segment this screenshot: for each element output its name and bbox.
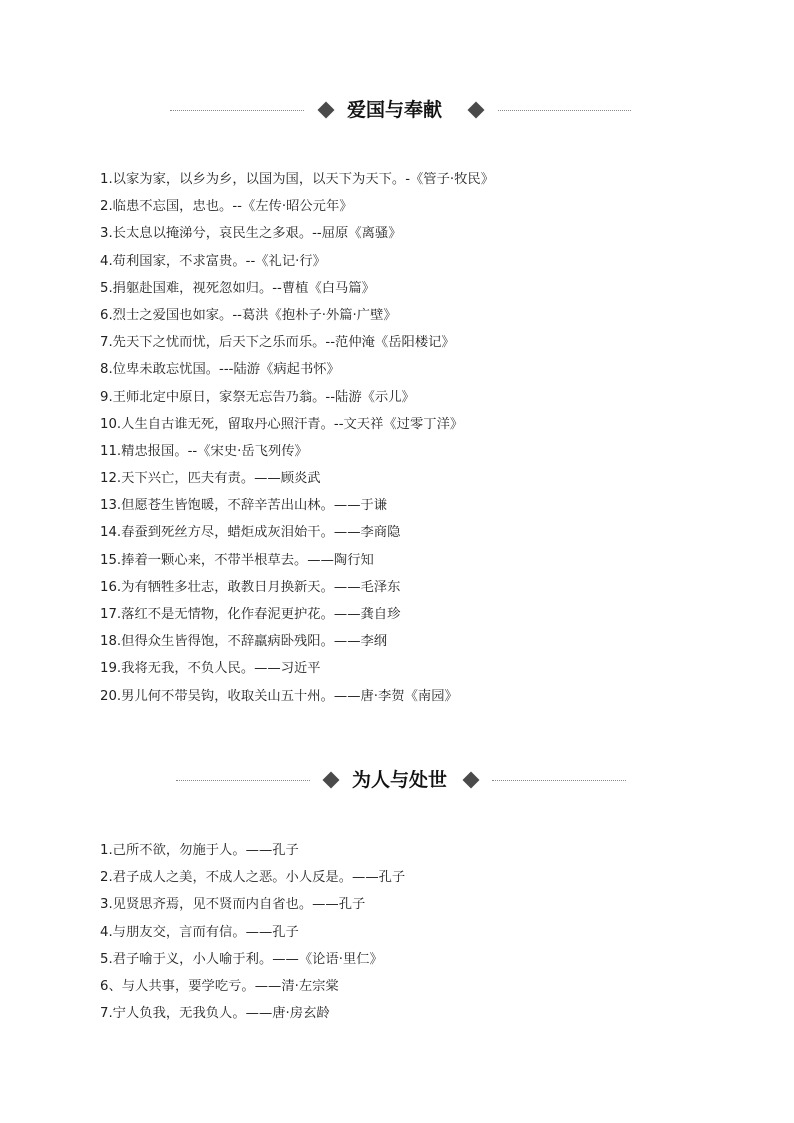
- list-item: 10.人生自古谁无死，留取丹心照汗青。--文天祥《过零丁洋》: [100, 416, 464, 432]
- section-title: 爱国与奉献: [347, 99, 443, 121]
- list-item: 2.临患不忘国，忠也。--《左传·昭公元年》: [100, 199, 353, 215]
- list-item: 7.宁人负我，无我负人。——唐·房玄龄: [100, 1006, 330, 1022]
- header-divider-right: [492, 780, 626, 781]
- list-item: 1.己所不欲，勿施于人。——孔子: [100, 843, 299, 858]
- list-item: 3.见贤思齐焉，见不贤而内自省也。——孔子: [100, 897, 366, 913]
- list-item: 6.烈士之爱国也如家。--葛洪《抱朴子·外篇·广壁》: [100, 307, 397, 323]
- list-item: 14.春蚕到死丝方尽，蜡炬成灰泪始干。——李商隐: [100, 525, 401, 541]
- header-divider-left: [170, 110, 304, 111]
- list-item: 2.君子成人之美，不成人之恶。小人反是。——孔子: [100, 870, 406, 886]
- list-item: 8.位卑未敢忘忧国。---陆游《病起书怀》: [100, 362, 340, 378]
- list-item: 6、与人共事，要学吃亏。——清·左宗棠: [100, 978, 339, 994]
- list-item: 13.但愿苍生皆饱暖，不辞辛苦出山林。——于谦: [100, 498, 388, 514]
- list-item: 7.先天下之忧而忧，后天下之乐而乐。--范仲淹《岳阳楼记》: [100, 335, 455, 351]
- header-divider-right: [498, 110, 631, 111]
- list-item: 4.苟利国家，不求富贵。--《礼记·行》: [100, 253, 326, 269]
- section-header-conduct: [0, 765, 794, 797]
- list-item: 5.捐躯赴国难，视死忽如归。--曹植《白马篇》: [100, 280, 375, 296]
- diamond-icon: [468, 102, 485, 119]
- list-item: 20.男儿何不带吴钩，收取关山五十州。——唐·李贺《南园》: [100, 688, 458, 704]
- diamond-icon: [323, 772, 340, 789]
- list-item: 3.长太息以掩涕兮，哀民生之多艰。--屈原《离骚》: [100, 226, 402, 242]
- list-item: 1.以家为家，以乡为乡，以国为国，以天下为天下。-《管子·牧民》: [100, 172, 495, 187]
- diamond-icon: [318, 102, 335, 119]
- list-item: 17.落红不是无情物，化作春泥更护花。——龚自珍: [100, 607, 401, 622]
- list-item: 16.为有牺牲多壮志，敢教日月换新天。——毛泽东: [100, 579, 401, 595]
- header-divider-left: [176, 780, 310, 781]
- section-title: 为人与处世: [352, 769, 448, 791]
- list-item: 18.但得众生皆得饱，不辞羸病卧残阳。——李纲: [100, 634, 388, 650]
- quote-list-conduct: [100, 837, 740, 1027]
- list-item: 4.与朋友交，言而有信。——孔子: [100, 924, 299, 940]
- list-item: 5.君子喻于义，小人喻于利。——《论语·里仁》: [100, 951, 383, 967]
- diamond-icon: [463, 772, 480, 789]
- list-item: 9.王师北定中原日，家祭无忘告乃翁。--陆游《示儿》: [100, 389, 415, 405]
- quote-list-patriotism: [100, 166, 740, 710]
- list-item: 19.我将无我，不负人民。——习近平: [100, 661, 321, 677]
- list-item: 12.天下兴亡，匹夫有责。——顾炎武: [100, 471, 321, 487]
- list-item: 15.捧着一颗心来，不带半根草去。——陶行知: [100, 552, 374, 568]
- list-item: 11.精忠报国。--《宋史·岳飞列传》: [100, 443, 308, 459]
- section-header-patriotism: [0, 95, 794, 127]
